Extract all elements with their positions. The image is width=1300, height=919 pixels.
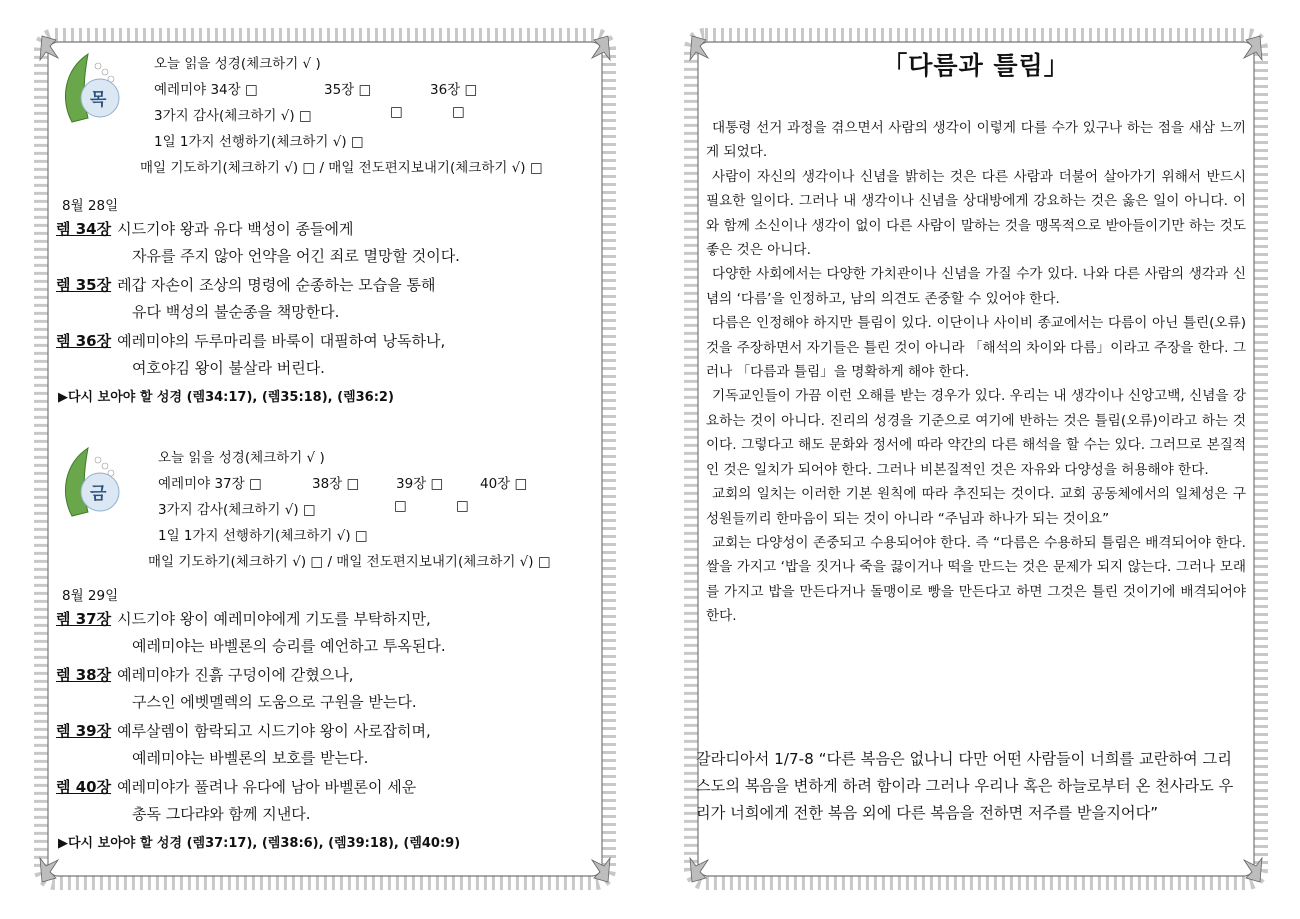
checklist-chapters-row[interactable] — [158, 472, 528, 492]
essay-paragraph: 대통령 선거 과정을 겪으면서 사람의 생각이 이렇게 다를 수가 있구나 하는 점을 새삼 느끼게 되었다. — [706, 120, 1246, 161]
reading-item: 렘 34장 시드기야 왕과 유다 백성이 종들에게 자유를 주지 않아 언약을 어긴 죄로 멸망할 것이다. — [56, 220, 460, 265]
reading-item: 렘 40장 예레미야가 풀려나 유다에 남아 바벨론이 세운 총독 그다랴와 함께 지낸다. — [56, 778, 417, 823]
review-verses: ▶다시 보아야 할 성경 (렘37:17), (렘38:6), (렘39:18), (렘40:9) — [58, 836, 461, 851]
reading-item: 렘 38장 예레미야가 진흙 구덩이에 갇혔으나, 구스인 에벳멜렉의 도움으로 구원을 받는다. — [56, 666, 417, 711]
checkbox-chapter-39[interactable]: 39장 □ — [396, 476, 444, 492]
reading-item: 렘 36장 예레미야의 두루마리를 바룩이 대필하여 낭독하나, 여호야김 왕이 불살라 버린다. — [56, 332, 446, 377]
scripture-quote — [696, 746, 1246, 827]
left-content — [56, 48, 594, 870]
checkbox-gratitude-3[interactable]: □ — [452, 104, 465, 120]
reading-ref: 렘 40장 — [56, 778, 112, 796]
checkbox-good-deed[interactable]: 1일 1가지 선행하기(체크하기 √) □ — [154, 134, 364, 150]
reading-ref: 렘 38장 — [56, 666, 112, 684]
checkbox-prayer-evangelism[interactable]: 매일 기도하기(체크하기 √) □ / 매일 전도편지보내기(체크하기 √) □ — [140, 160, 543, 176]
reading-item: 렘 39장 예루살렘이 함락되고 시드기야 왕이 사로잡히며, 예레미야는 바벨론의 보호를 받는다. — [56, 722, 431, 767]
checklist-reading-title: 오늘 읽을 성경(체크하기 √ ) — [158, 450, 325, 466]
scripture-text: “다른 복음은 없나니 다만 어떤 사람들이 너희를 교란하여 그리스도의 복음을 변하게 하려 함이라 그러나 우리나 혹은 하늘로부터 온 천사라도 우리가 너희에게 전한 복음 외에 다른 복음을 전하면 저주를 받을지어다” — [696, 750, 1234, 822]
reading-date: 8월 28일 — [62, 198, 119, 214]
checkbox-chapter-40[interactable]: 40장 □ — [480, 476, 528, 492]
review-verses: ▶다시 보아야 할 성경 (렘34:17), (렘35:18), (렘36:2) — [58, 390, 394, 405]
left-page — [34, 28, 616, 890]
reading-item: 렘 37장 시드기야 왕이 예레미야에게 기도를 부탁하지만, 예레미야는 바벨론의 승리를 예언하고 투옥된다. — [56, 610, 446, 655]
essay-paragraph: 기독교인들이 가끔 이런 오해를 받는 경우가 있다. 우리는 내 생각이나 신앙고백, 신념을 강요하는 것이 아니다. 진리의 성경을 기준으로 여기에 반하는 것은 틀림(오류)이라고 하는 것이다. 그렇다고 해도 문화와 정서에 따라 약간의 다른 해석을 할 수는 있다. 그러므로 본질적인 것은 일치가 되어야 한다. 그러나 비본질적인 것은 자유와 다양성을 허용해야 한다. — [706, 388, 1246, 478]
checkbox-gratitude-2[interactable]: □ — [394, 498, 407, 514]
right-content — [696, 48, 1246, 870]
checklist-gratitude-row[interactable] — [154, 104, 465, 124]
checkbox-gratitude-1[interactable]: 3가지 감사(체크하기 √) □ — [154, 108, 312, 124]
checkbox-chapter-36[interactable]: 36장 □ — [430, 82, 478, 98]
scripture-ref: 갈라디아서 1/7-8 — [696, 750, 819, 768]
checkbox-chapter-35[interactable]: 35장 □ — [324, 82, 372, 98]
reading-ref: 렘 34장 — [56, 220, 112, 238]
day-label-friday: 금 — [90, 484, 107, 504]
checklist-gratitude-row[interactable] — [158, 498, 469, 518]
day-label-thursday: 목 — [90, 90, 107, 110]
checkbox-chapter-34[interactable]: 예레미야 34장 □ — [154, 82, 258, 98]
checkbox-gratitude-1[interactable]: 3가지 감사(체크하기 √) □ — [158, 502, 316, 518]
checkbox-prayer-evangelism[interactable]: 매일 기도하기(체크하기 √) □ / 매일 전도편지보내기(체크하기 √) □ — [148, 554, 551, 570]
right-page — [684, 28, 1268, 890]
essay-title: 「다름과 틀림」 — [882, 51, 1070, 80]
checkbox-chapter-38[interactable]: 38장 □ — [312, 476, 360, 492]
essay-paragraph: 사람이 자신의 생각이나 신념을 밝히는 것은 다른 사람과 더불어 살아가기 위해서 반드시 필요한 일이다. 그러나 내 생각이나 신념을 상대방에게 강요하는 것은 옳은 일이 아니다. 이와 함께 소신이나 생각이 없이 다른 사람이 말하는 것을 맹목적으로 받아들이기만 하는 것도 좋은 것은 아니다. — [706, 168, 1246, 259]
checkbox-chapter-37[interactable]: 예레미야 37장 □ — [158, 476, 262, 492]
checkbox-good-deed[interactable]: 1일 1가지 선행하기(체크하기 √) □ — [158, 528, 368, 544]
reading-date: 8월 29일 — [62, 588, 119, 604]
checkbox-gratitude-3[interactable]: □ — [456, 498, 469, 514]
reading-ref: 렘 37장 — [56, 610, 112, 628]
essay-paragraph: 다름은 인정해야 하지만 틀림이 있다. 이단이나 사이비 종교에서는 다름이 아닌 틀린(오류)것을 주장하면서 자기들은 틀린 것이 아니라 「해석의 차이와 다름」이라고 주장을 한다. 그러나 「다름과 틀림」을 명확하게 해야 한다. — [706, 315, 1246, 381]
essay-paragraph: 교회의 일치는 이러한 기본 원칙에 따라 추진되는 것이다. 교회 공동체에서의 일체성은 구성원들끼리 한마음이 되는 것이 아니라 “주님과 하나가 되는 것이요” — [706, 486, 1246, 527]
checkbox-gratitude-2[interactable]: □ — [390, 104, 403, 120]
checklist-reading-title: 오늘 읽을 성경(체크하기 √ ) — [154, 56, 321, 72]
reading-ref: 렘 36장 — [56, 332, 112, 350]
reading-ref: 렘 39장 — [56, 722, 112, 740]
reading-ref: 렘 35장 — [56, 276, 112, 294]
reading-item: 렘 35장 레갑 자손이 조상의 명령에 순종하는 모습을 통해 유다 백성의 불순종을 책망한다. — [56, 276, 436, 321]
essay-body — [706, 116, 1246, 629]
essay-paragraph: 다양한 사회에서는 다양한 가치관이나 신념을 가질 수가 있다. 나와 다른 사람의 생각과 신념의 ‘다름’을 인정하고, 남의 의견도 존중할 수 있어야 한다. — [706, 266, 1246, 307]
essay-paragraph: 교회는 다양성이 존중되고 수용되어야 한다. 즉 “다름은 수용하되 틀림은 배격되어야 한다. 쌀을 가지고 ‘밥을 짓거나 죽을 끓이거나 떡을 만드는 것은 문제가 되지 않는다. 그러나 모래를 가지고 밥을 만든다거나 돌맹이로 빵을 만든다고 하면 그것은 틀린 것이기에 배격되어야 한다. — [706, 534, 1246, 625]
checklist-chapters-row[interactable] — [154, 78, 478, 98]
